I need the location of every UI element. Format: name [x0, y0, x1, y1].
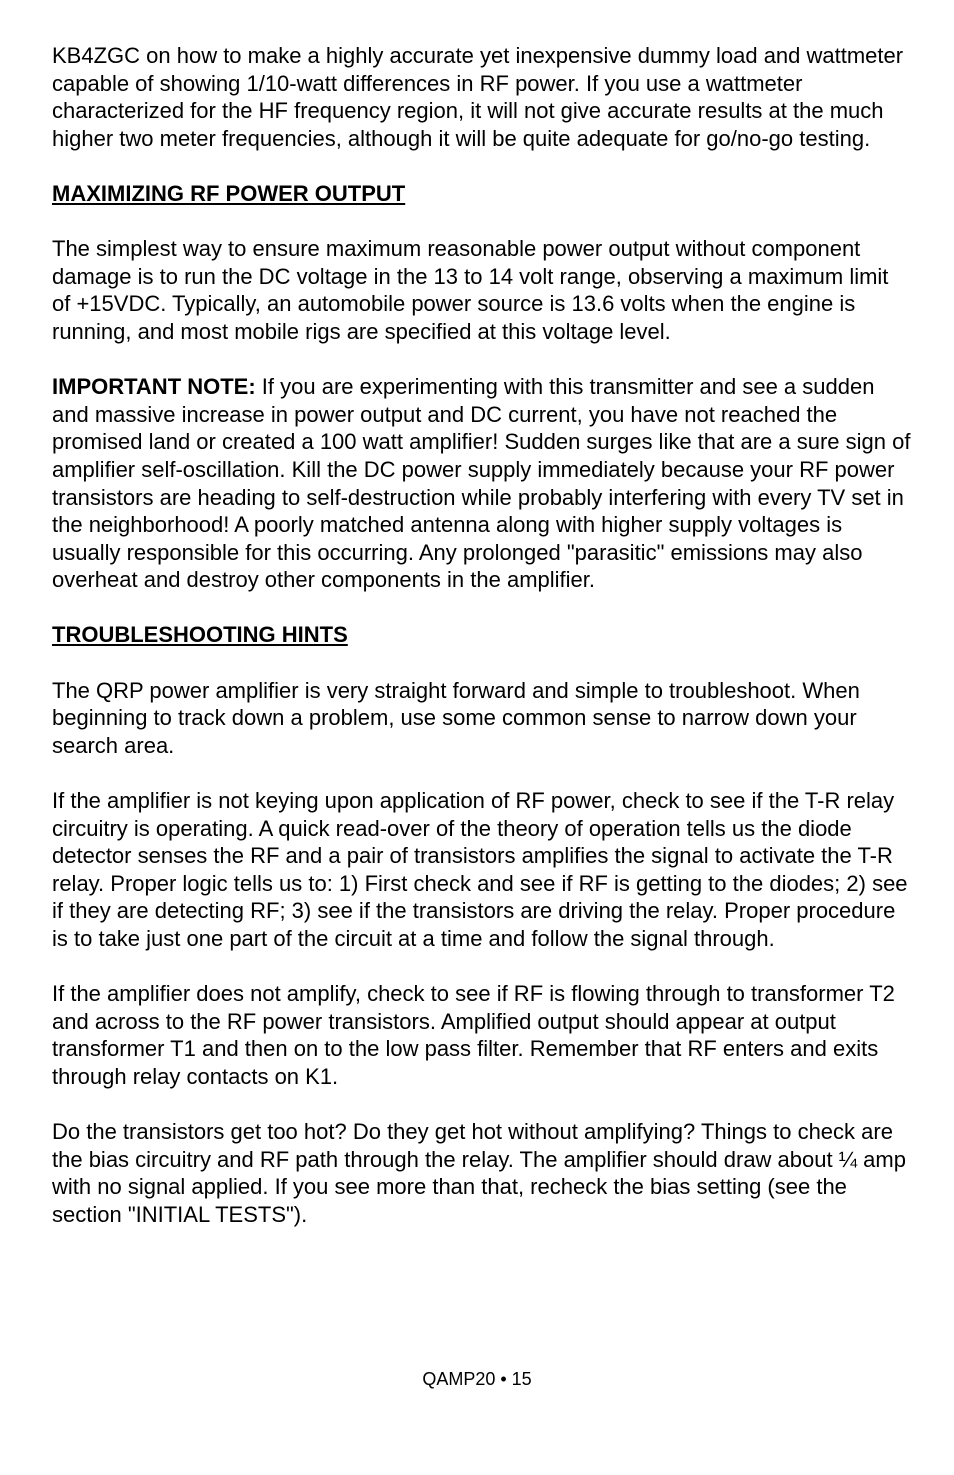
document-body [52, 42, 912, 1256]
troubleshooting-paragraph-4: Do the transistors get too hot? Do they get hot without amplifying? Things to check are the bias circuitry and RF path through the relay. The amplifier should draw about ¼ amp with no signal applied. If you see more than that, recheck the bias setting (see the section "INITIAL TESTS"). [52, 1119, 906, 1227]
page-footer: QAMP20 • 15 [422, 1369, 532, 1389]
important-note-paragraph [52, 373, 912, 594]
intro-paragraph: KB4ZGC on how to make a highly accurate yet inexpensive dummy load and wattmeter capable of showing 1/10-watt differences in RF power. If you use a wattmeter characterized for the HF frequency region, it will not give accurate results at the much higher two meter frequencies, although it will be quite adequate for go/no-go testing. [52, 43, 904, 151]
maximizing-paragraph: The simplest way to ensure maximum reasonable power output without component damage is to run the DC voltage in the 13 to 14 volt range, observing a maximum limit of +15VDC. Typically, an automobile power source is 13.6 volts when the engine is running, and most mobile rigs are specified at this voltage level. [52, 236, 889, 344]
important-note-text: If you are experimenting with this transmitter and see a sudden and massive increase in power output and DC current, you have not reached the promised land or created a 100 watt amplifier! Sudden surges like that are a sure sign of amplifier self-oscillation. Kill the DC power supply immediately because your RF power transistors are heading to self-destruction while probably interfering with every TV set in the neighborhood! A poorly matched antenna along with higher supply voltages is usually responsible for this occurring. Any prolonged "parasitic" emissions may also overheat and destroy other components in the amplifier. [52, 374, 911, 593]
maximizing-heading: MAXIMIZING RF POWER OUTPUT [52, 180, 406, 206]
troubleshooting-heading: TROUBLESHOOTING HINTS [52, 622, 348, 648]
important-note-label: IMPORTANT NOTE: [52, 374, 256, 400]
troubleshooting-paragraph-2: If the amplifier is not keying upon application of RF power, check to see if the T-R relay circuitry is operating. A quick read-over of the theory of operation tells us the diode detector senses the RF and a pair of transistors amplifies the signal to activate the T-R relay. Proper logic tells us to: 1) First check and see if RF is getting to the diodes; 2) see if they are detecting RF; 3) see if the transistors are driving the relay. Proper procedure is to take just one part of the circuit at a time and follow the signal through. [52, 788, 908, 951]
troubleshooting-paragraph-3: If the amplifier does not amplify, check to see if RF is flowing through to transformer T2 and across to the RF power transistors. Amplified output should appear at output transformer T1 and then on to the low pass filter. Remember that RF enters and exits through relay contacts on K1. [52, 981, 895, 1089]
troubleshooting-paragraph-1: The QRP power amplifier is very straight forward and simple to troubleshoot. When beginning to track down a problem, use some common sense to narrow down your search area. [52, 677, 860, 758]
